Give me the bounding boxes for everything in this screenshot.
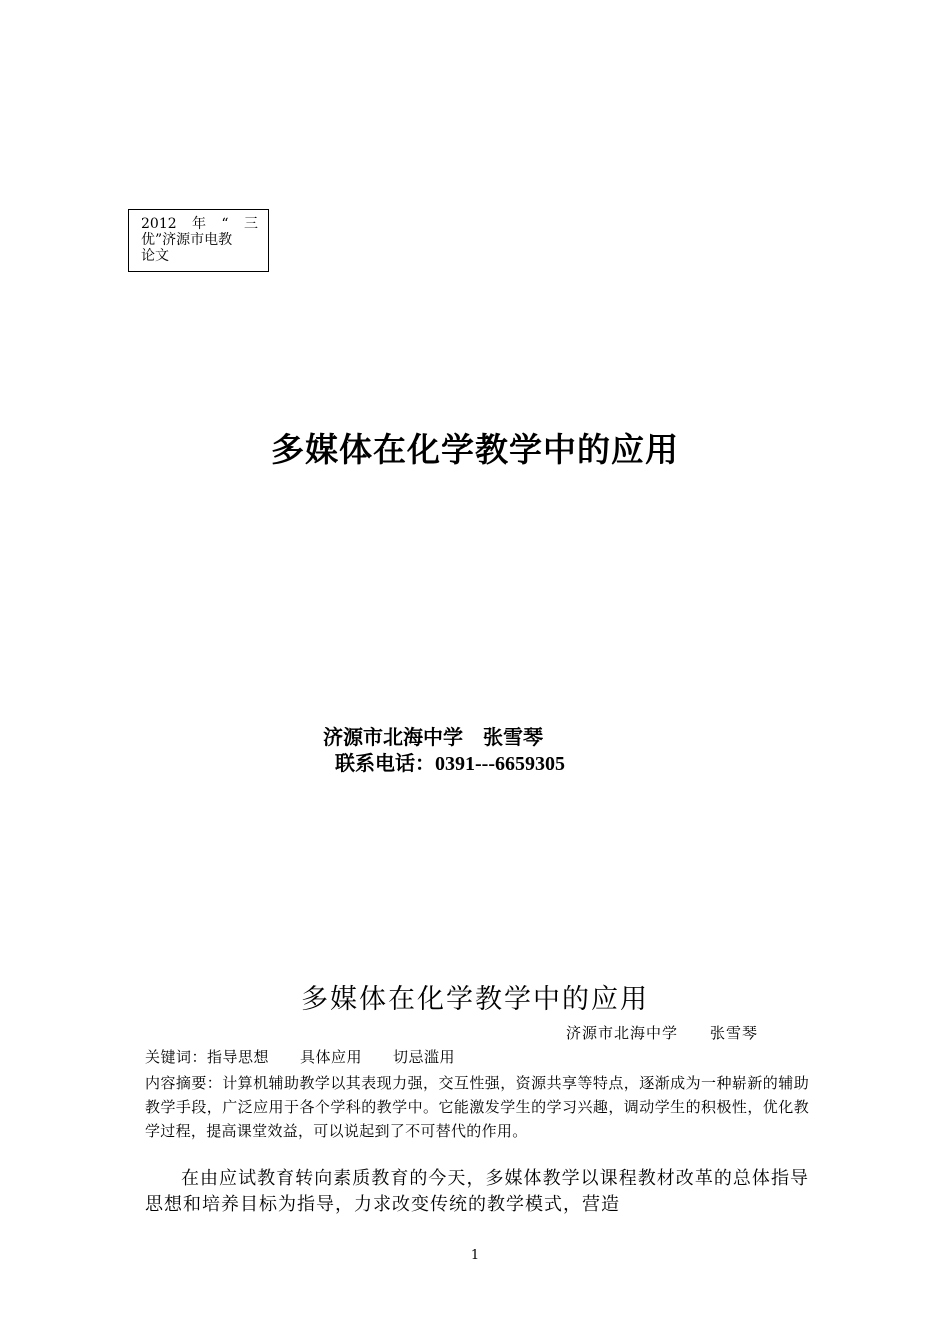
page-number: 1 <box>470 1248 480 1263</box>
stamp-line-3: 论文 <box>141 248 169 264</box>
keywords: 关键词：指导思想 具体应用 切忌滥用 <box>145 1048 456 1066</box>
cover-author: 济源市北海中学 张雪琴 <box>323 727 543 749</box>
stamp-open-quote: “ <box>221 216 229 232</box>
stamp-line-2: 优”济源市电教 <box>141 232 233 248</box>
cover-phone: 联系电话：0391---6659305 <box>335 753 565 775</box>
article-byline: 济源市北海中学 张雪琴 <box>566 1024 759 1042</box>
body-paragraph: 在由应试教育转向素质教育的今天，多媒体教学以课程教材改革的总体指导思想和培养目标为指导，力求改变传统的教学模式，营造 <box>145 1168 809 1215</box>
cover-title: 多媒体在化学教学中的应用 <box>271 430 679 469</box>
stamp-year: 2012 <box>141 216 177 232</box>
article-title: 多媒体在化学教学中的应用 <box>301 984 649 1015</box>
abstract: 内容摘要：计算机辅助教学以其表现力强，交互性强，资源共享等特点，逐渐成为一种崭新的辅助教学手段，广泛应用于各个学科的教学中。它能激发学生的学习兴趣，调动学生的积极性，优化教学过程，提高课堂效益，可以说起到了不可替代的作用。 <box>145 1074 809 1140</box>
stamp-line-1 <box>141 216 258 232</box>
stamp-year-unit: 年 <box>192 216 207 232</box>
stamp-san: 三 <box>243 216 258 232</box>
essay-category-box <box>128 209 269 272</box>
